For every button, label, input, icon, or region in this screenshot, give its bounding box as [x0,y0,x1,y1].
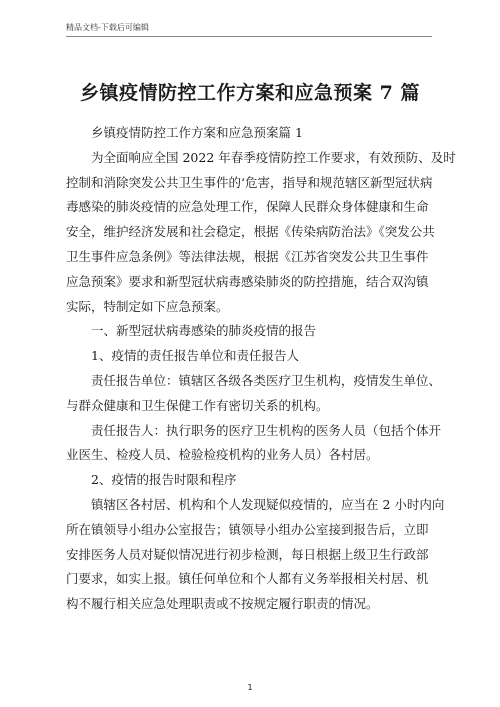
page-header: 精品文档-下载后可编辑 [66,23,149,32]
body-paragraph [66,468,434,493]
subtitle-line: 乡镇疫情防控工作方案和应急预案篇 1 [91,125,303,140]
paragraph-line: 安排医务人员对疑似情况进行初步检测，每日根据上级卫生行政部 [66,546,429,562]
paragraph-line: 安全，维护经济发展和社会稳定，根据《传染病防治法》《突发公共 [66,224,435,240]
paragraph-line: 毒感染的肺炎疫情的应急处理工作，保障人民群众身体健康和生命 [66,199,429,215]
section-subtitle [66,121,434,146]
paragraph-line: 实际，特制定如下应急预案。 [66,298,229,314]
body-paragraph [66,146,456,320]
body-paragraph [66,419,442,469]
paragraph-list [66,146,456,617]
paragraph-line: 一、新型冠状病毒感染的肺炎疫情的报告 [91,323,317,339]
paragraph-line: 门要求，如实上报。镇任何单位和个人都有义务举报相关村居、机 [66,571,429,587]
paragraph-line: 卫生事件应急条例》等法律法规，根据《江苏省突发公共卫生事件 [66,248,429,264]
paragraph-line: 与群众健康和卫生保健工作有密切关系的机构。 [66,397,329,413]
paragraph-line: 控制和消除突发公共卫生事件的‘危害，指导和规范辖区新型冠状病 [66,174,433,190]
paragraph-line: 责任报告单位：镇辖区各级各类医疗卫生机构，疫情发生单位、 [91,372,442,388]
body-paragraph [66,344,434,369]
paragraph-line: 为全面响应全国 2022 年春季疫情防控工作要求，有效预防、及时 [91,149,456,165]
document-title: 乡镇疫情防控工作方案和应急预案 7 篇 [80,82,420,104]
page-number: 1 [247,683,253,692]
body-paragraph [66,369,442,419]
paragraph-line: 责任报告人：执行职务的医疗卫生机构的医务人员（包括个体开 [91,422,442,438]
paragraph-line: 所在镇领导小组办公室报告；镇领导小组办公室接到报告后，立即 [66,521,429,537]
paragraph-line: 构不履行相关应急处理职责或不按规定履行职责的情况。 [66,596,379,612]
header-divider [66,36,432,37]
document-body [66,121,456,617]
paragraph-line: 业医生、检疫人员、检验检疫机构的业务人员）各村居。 [66,447,379,463]
paragraph-line: 2、疫情的报告时限和程序 [91,472,237,488]
body-paragraph [66,319,434,344]
paragraph-line: 应急预案》要求和新型冠状病毒感染肺炎的防控措施，结合双沟镇 [66,273,429,289]
paragraph-line: 1、疫情的责任报告单位和责任报告人 [91,348,299,364]
paragraph-line: 镇辖区各村居、机构和个人发现疑似疫情的，应当在 2 小时内向 [91,496,445,512]
body-paragraph [66,493,445,617]
